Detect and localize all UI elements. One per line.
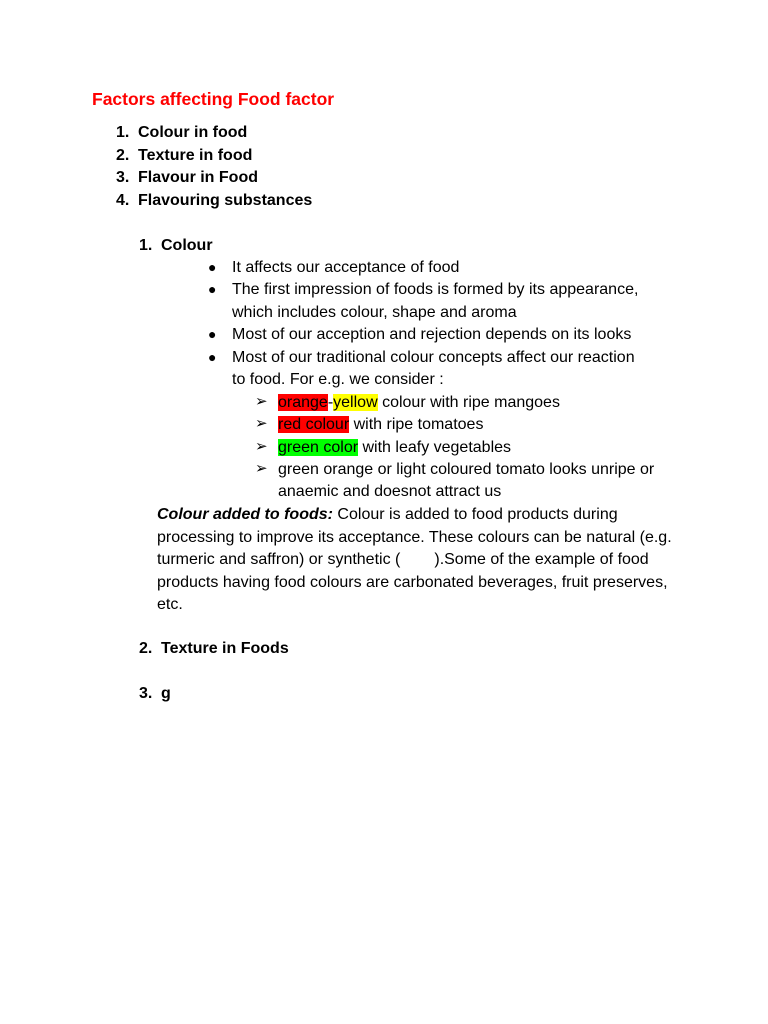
toc-number: 2. — [116, 147, 130, 164]
example-text: with ripe tomatoes — [349, 416, 484, 433]
example-item — [278, 392, 560, 415]
toc-number: 3. — [116, 169, 130, 186]
bullet-text: The first impression of foods is formed by its appearance, — [232, 281, 639, 298]
example-item — [278, 437, 511, 460]
bullet-text: Most of our traditional colour concepts affect our reaction — [232, 349, 635, 366]
arrow-bullet-icon: ➢ — [255, 438, 268, 455]
highlight-text: orange — [278, 394, 328, 411]
separator-text: - — [327, 394, 334, 411]
highlight-text: green color — [278, 439, 359, 456]
bullet-text: Most of our acception and rejection depends on its looks — [232, 326, 632, 343]
section-number: 3. — [139, 685, 153, 702]
bullet-text: to food. For e.g. we consider : — [232, 371, 444, 388]
arrow-bullet-icon: ➢ — [255, 393, 268, 410]
section-number: 1. — [139, 237, 153, 254]
bullet-text: which includes colour, shape and aroma — [232, 304, 517, 321]
document-title: Factors affecting Food factor — [92, 89, 335, 109]
bullet-icon: ● — [208, 259, 217, 275]
toc-item — [116, 167, 258, 190]
paragraph-label: Colour added to foods: — [157, 506, 333, 523]
paragraph-text: ).Some of the example of food products having food colours are carbonated beverages, fruit preserves, etc. — [157, 551, 668, 613]
toc-item — [116, 145, 252, 168]
toc-item — [116, 190, 312, 213]
section-title: Texture in Foods — [161, 640, 289, 657]
example-item — [278, 414, 483, 437]
example-text: green orange or light coloured tomato looks unripe or — [278, 461, 655, 478]
example-text: colour with ripe mangoes — [377, 394, 560, 411]
section-number: 2. — [139, 640, 153, 657]
toc-label: Flavour in Food — [138, 169, 258, 186]
toc-item — [116, 122, 247, 145]
section-heading — [139, 235, 213, 258]
bullet-icon: ● — [208, 281, 217, 297]
paragraph-text: Colour is added to food products during processing to improve its acceptance. These colours can be natural (e.g. turmeric and saffron) or synthetic ( — [157, 506, 672, 568]
arrow-bullet-icon: ➢ — [255, 460, 268, 477]
bullet-icon: ● — [208, 326, 217, 342]
section-title: g — [161, 685, 171, 702]
example-text: anaemic and doesnot attract us — [278, 483, 502, 500]
toc-label: Colour in food — [138, 124, 248, 141]
bullet-icon: ● — [208, 349, 217, 365]
arrow-bullet-icon: ➢ — [255, 415, 268, 432]
example-text: with leafy vegetables — [358, 439, 512, 456]
highlight-text: red colour — [278, 416, 350, 433]
section-title: Colour — [161, 237, 213, 254]
section-heading — [139, 638, 289, 661]
highlight-text: yellow — [333, 394, 378, 411]
toc-label: Texture in food — [138, 147, 253, 164]
bullet-text: It affects our acceptance of food — [232, 259, 460, 276]
colour-added-paragraph — [157, 504, 677, 617]
toc-number: 1. — [116, 124, 130, 141]
toc-label: Flavouring substances — [138, 192, 313, 209]
toc-number: 4. — [116, 192, 130, 209]
section-heading — [139, 683, 171, 706]
